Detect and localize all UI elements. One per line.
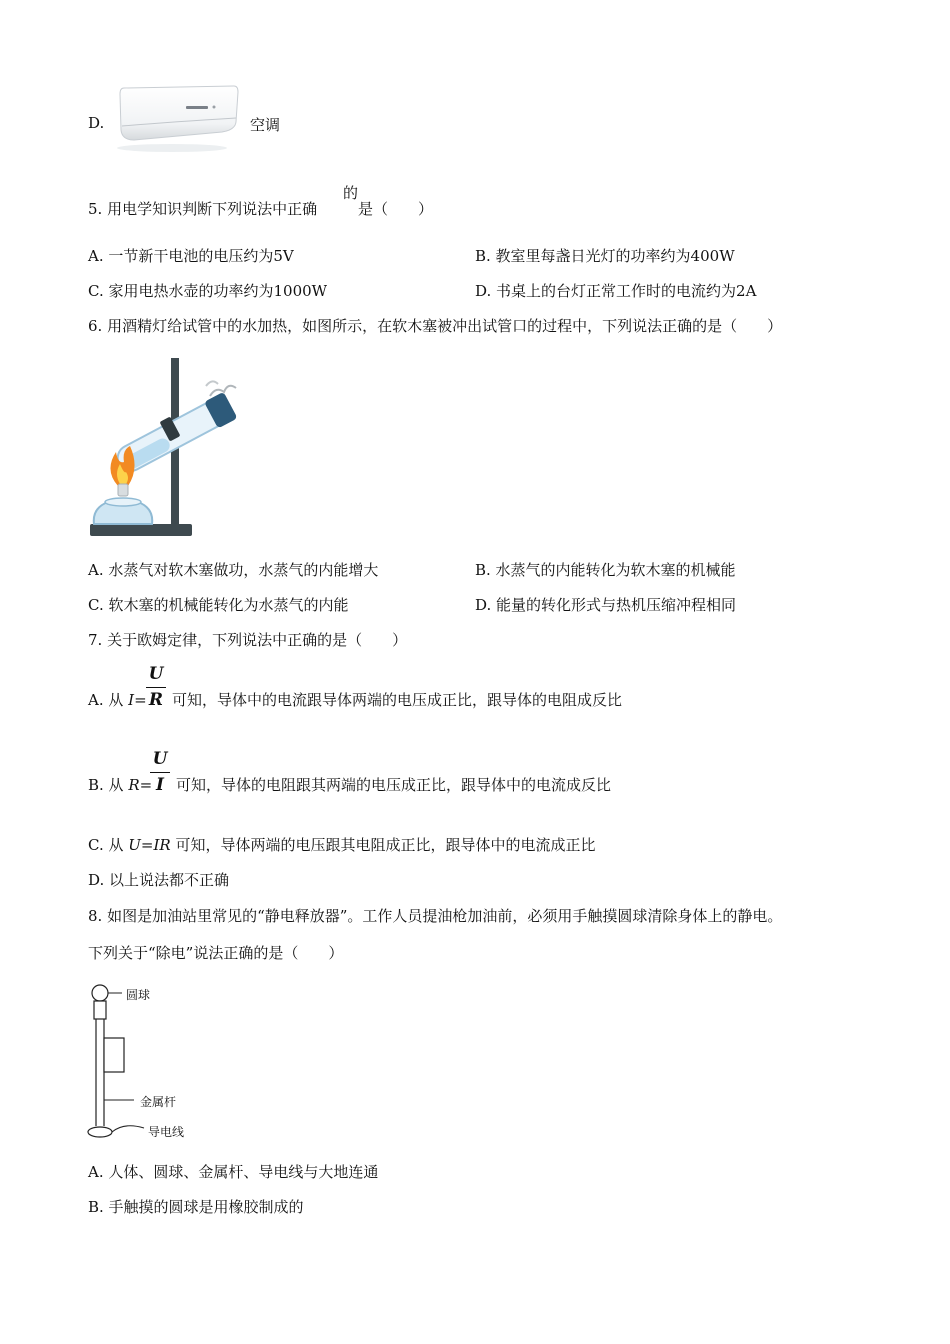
q5-option-d: D. 书桌上的台灯正常工作时的电流约为2A — [475, 282, 757, 300]
q6-option-a: A. 水蒸气对软木塞做功，水蒸气的内能增大 — [88, 561, 379, 579]
q5-option-b: B. 教室里每盏日光灯的功率约为400W — [475, 247, 735, 265]
fraction-denominator: R — [148, 690, 164, 710]
q5-option-c: C. 家用电热水壶的功率约为1000W — [88, 282, 328, 300]
q8-option-a: A. 人体、圆球、金属杆、导电线与大地连通 — [88, 1163, 379, 1181]
q5-option-a: A. 一节新干电池的电压约为5V — [88, 247, 294, 265]
diagram-label-ground-wire: 导电线 — [148, 1125, 185, 1139]
q7-option-b-variable: R — [128, 776, 140, 794]
q7-option-a-variable: I — [128, 691, 135, 709]
q7-option-d: D. 以上说法都不正确 — [88, 871, 230, 889]
air-conditioner-image — [110, 82, 240, 154]
q7-option-c: C. 从 U=IR 可知，导体两端的电压跟其电阻成正比，跟导体中的电流成正比 — [88, 836, 596, 854]
q7-option-b-text: 可知，导体的电阻跟其两端的电压成正比，跟导体中的电流成反比 — [176, 776, 612, 794]
q7-option-a-prefix: A. 从 I= — [88, 691, 147, 709]
q5-stem-part2: 是（ ） — [358, 200, 434, 218]
diagram-label-ball: 圆球 — [126, 988, 151, 1002]
fraction-numerator: U — [152, 749, 168, 769]
q6-stem: 6. 用酒精灯给试管中的水加热，如图所示，在软木塞被冲出试管口的过程中，下列说法正确的是（ ） — [88, 317, 783, 335]
q5-stem-part1: 5. 用电学知识判断下列说法中正确 — [88, 200, 318, 218]
q7-option-a-text: 可知，导体中的电流跟导体两端的电压成正比，跟导体的电阻成反比 — [172, 691, 623, 709]
fraction-denominator: I — [156, 775, 164, 795]
q6-option-d: D. 能量的转化形式与热机压缩冲程相同 — [475, 596, 737, 614]
q6-option-b: B. 水蒸气的内能转化为软木塞的机械能 — [475, 561, 736, 579]
q7-option-b-fraction — [150, 749, 170, 799]
diagram-label-metal-rod: 金属杆 — [140, 1095, 177, 1109]
q7-option-a-fraction — [146, 664, 166, 714]
static-discharger-diagram — [84, 980, 204, 1142]
q7-stem: 7. 关于欧姆定律，下列说法中正确的是（ ） — [88, 631, 408, 649]
q5-stem-raised-char: 的 — [343, 184, 359, 202]
q6-option-c: C. 软木塞的机械能转化为水蒸气的内能 — [88, 596, 349, 614]
fraction-bar — [150, 772, 170, 773]
q7-option-c-formula: U=IR — [128, 836, 171, 854]
q8-stem-line1: 8. 如图是加油站里常见的“静电释放器”。工作人员提油枪加油前，必须用手触摸圆球清除身体上的静电。 — [88, 907, 783, 925]
alcohol-lamp-apparatus-image — [88, 352, 258, 542]
q4-option-d-label: D. — [88, 114, 105, 132]
fraction-bar — [146, 687, 166, 688]
q8-stem-line2: 下列关于“除电”说法正确的是（ ） — [88, 944, 344, 962]
q7-option-b-prefix: B. 从 R= — [88, 776, 153, 794]
fraction-numerator: U — [148, 664, 164, 684]
q4-option-d-text: 空调 — [250, 116, 281, 134]
q8-option-b: B. 手触摸的圆球是用橡胶制成的 — [88, 1198, 304, 1216]
